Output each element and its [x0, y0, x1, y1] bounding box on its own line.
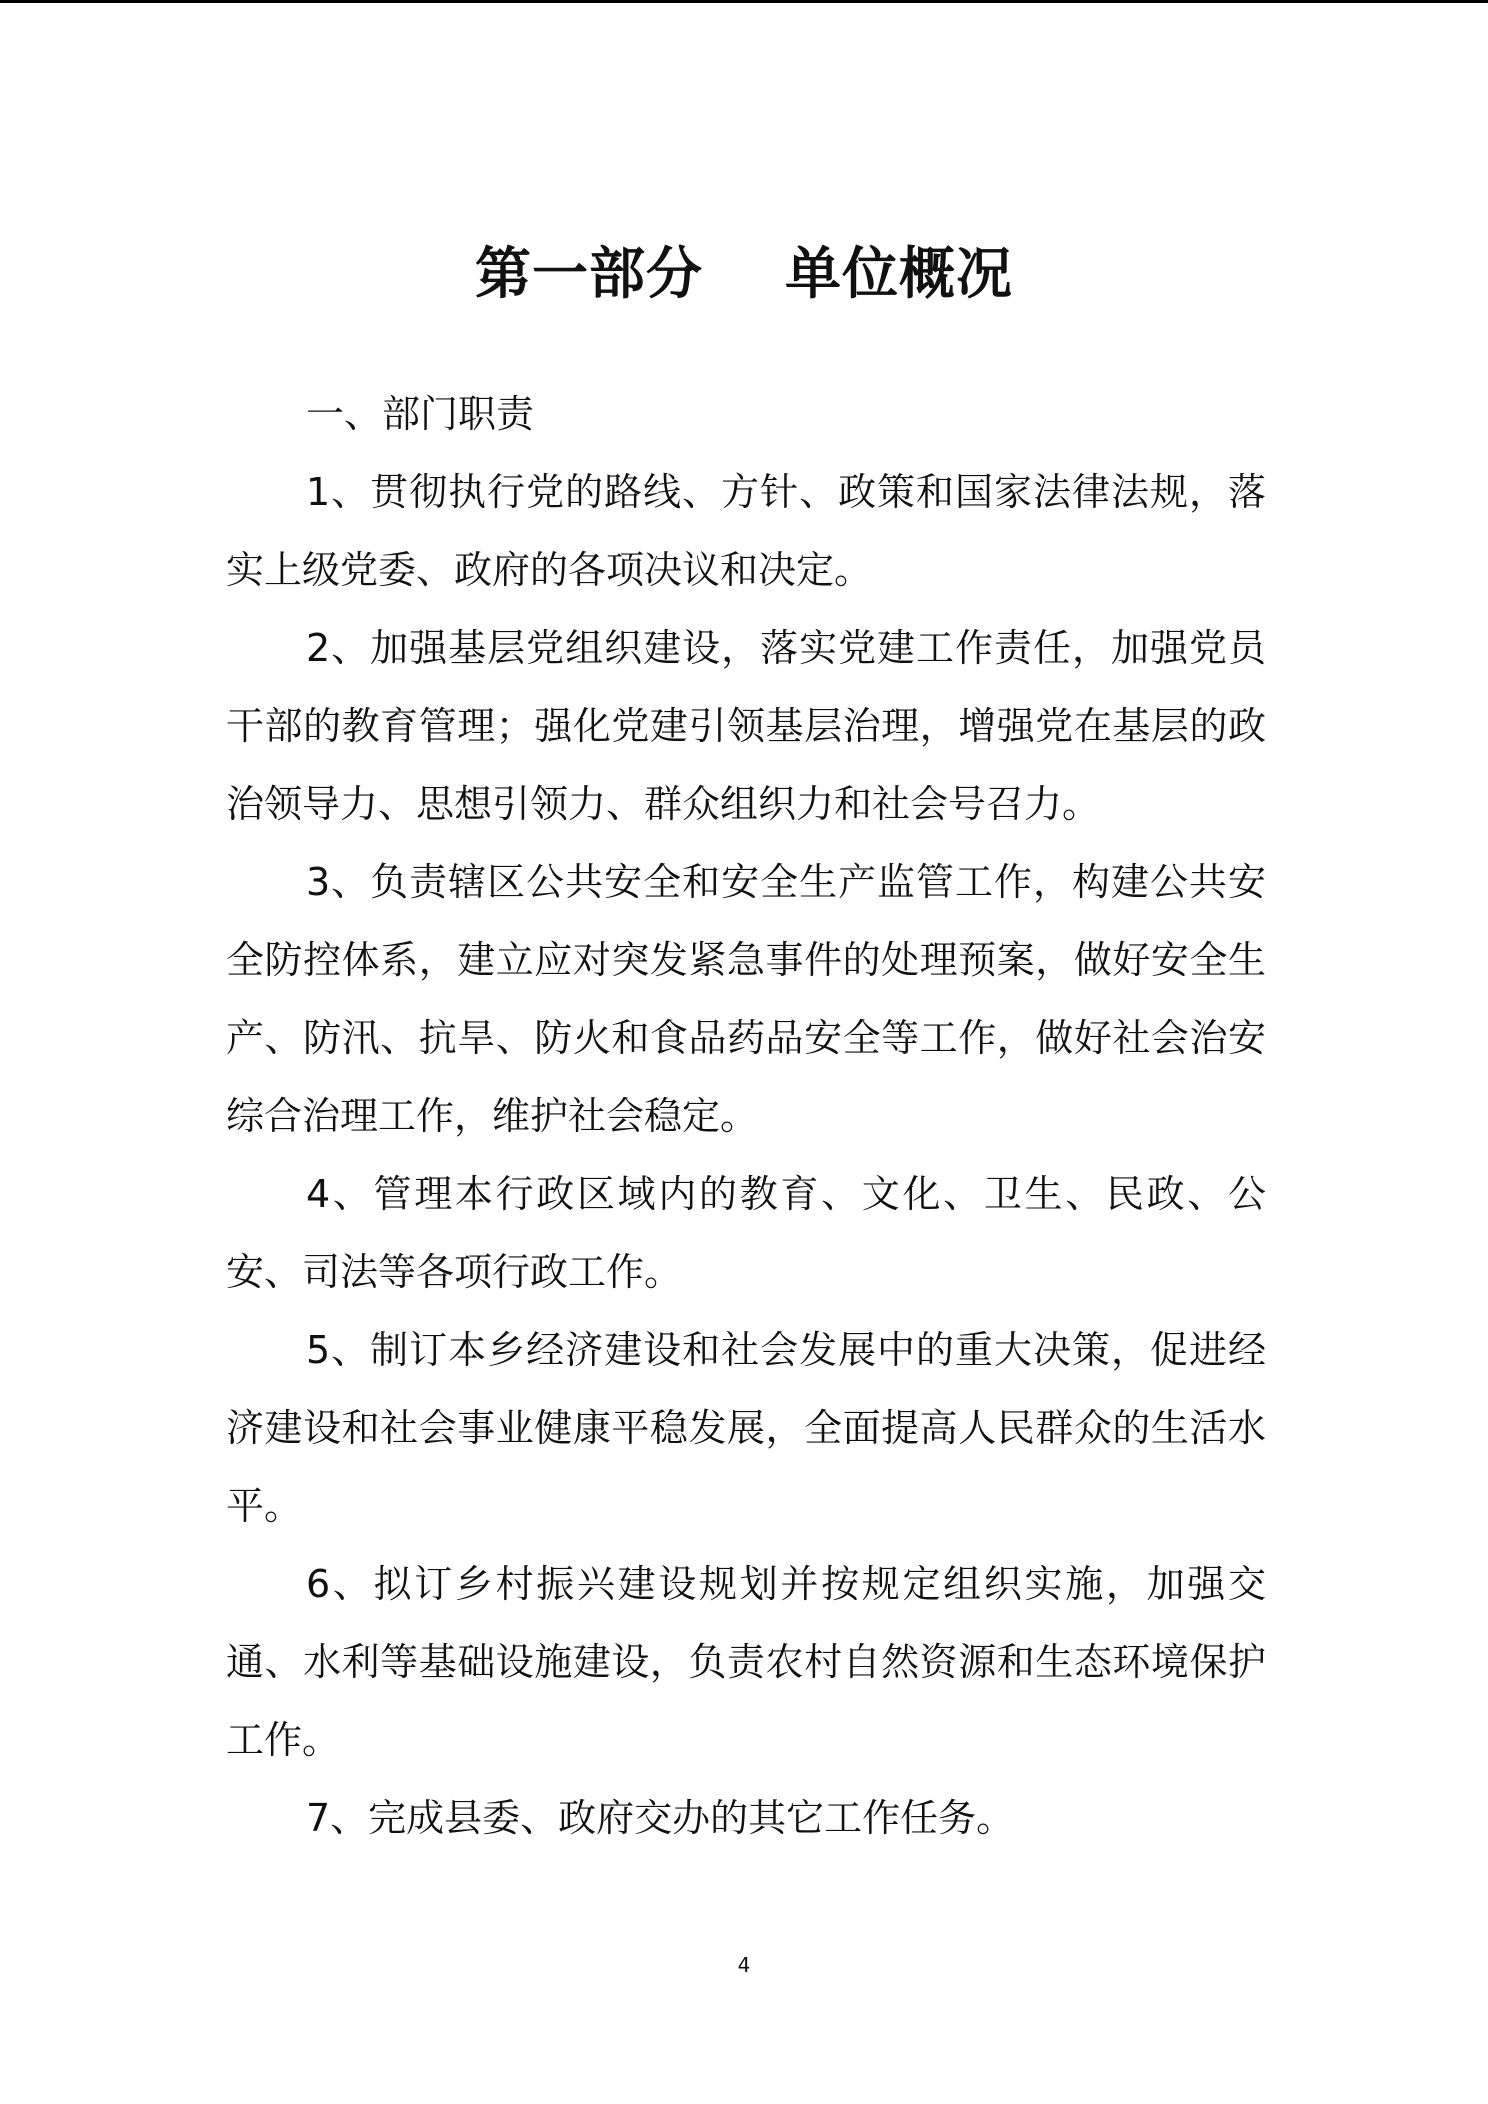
document-body	[226, 375, 1266, 1857]
section-heading: 一、部门职责	[306, 392, 535, 436]
duty-item-5: 5、制订本乡经济建设和社会发展中的重大决策，促进经济建设和社会事业健康平稳发展，全面提高人民群众的生活水平。	[226, 1328, 1266, 1528]
duty-item-4: 4、管理本行政区域内的教育、文化、卫生、民政、公安、司法等各项行政工作。	[226, 1172, 1266, 1294]
page-number: 4	[737, 1953, 751, 1977]
duty-item-3: 3、负责辖区公共安全和安全生产监管工作，构建公共安全防控体系，建立应对突发紧急事件的处理预案，做好安全生产、防汛、抗旱、防火和食品药品安全等工作，做好社会治安综合治理工作，维护社会稳定。	[226, 860, 1266, 1138]
page-title: 第一部分 单位概况	[475, 240, 1013, 307]
duty-item-1: 1、贯彻执行党的路线、方针、政策和国家法律法规，落实上级党委、政府的各项决议和决定。	[226, 470, 1266, 592]
duty-item-6: 6、拟订乡村振兴建设规划并按规定组织实施，加强交通、水利等基础设施建设，负责农村自然资源和生态环境保护工作。	[226, 1562, 1266, 1762]
duty-item-2: 2、加强基层党组织建设，落实党建工作责任，加强党员干部的教育管理；强化党建引领基层治理，增强党在基层的政治领导力、思想引领力、群众组织力和社会号召力。	[226, 626, 1266, 826]
duty-item-7: 7、完成县委、政府交办的其它工作任务。	[306, 1796, 1015, 1840]
page-top-border	[0, 0, 1488, 3]
